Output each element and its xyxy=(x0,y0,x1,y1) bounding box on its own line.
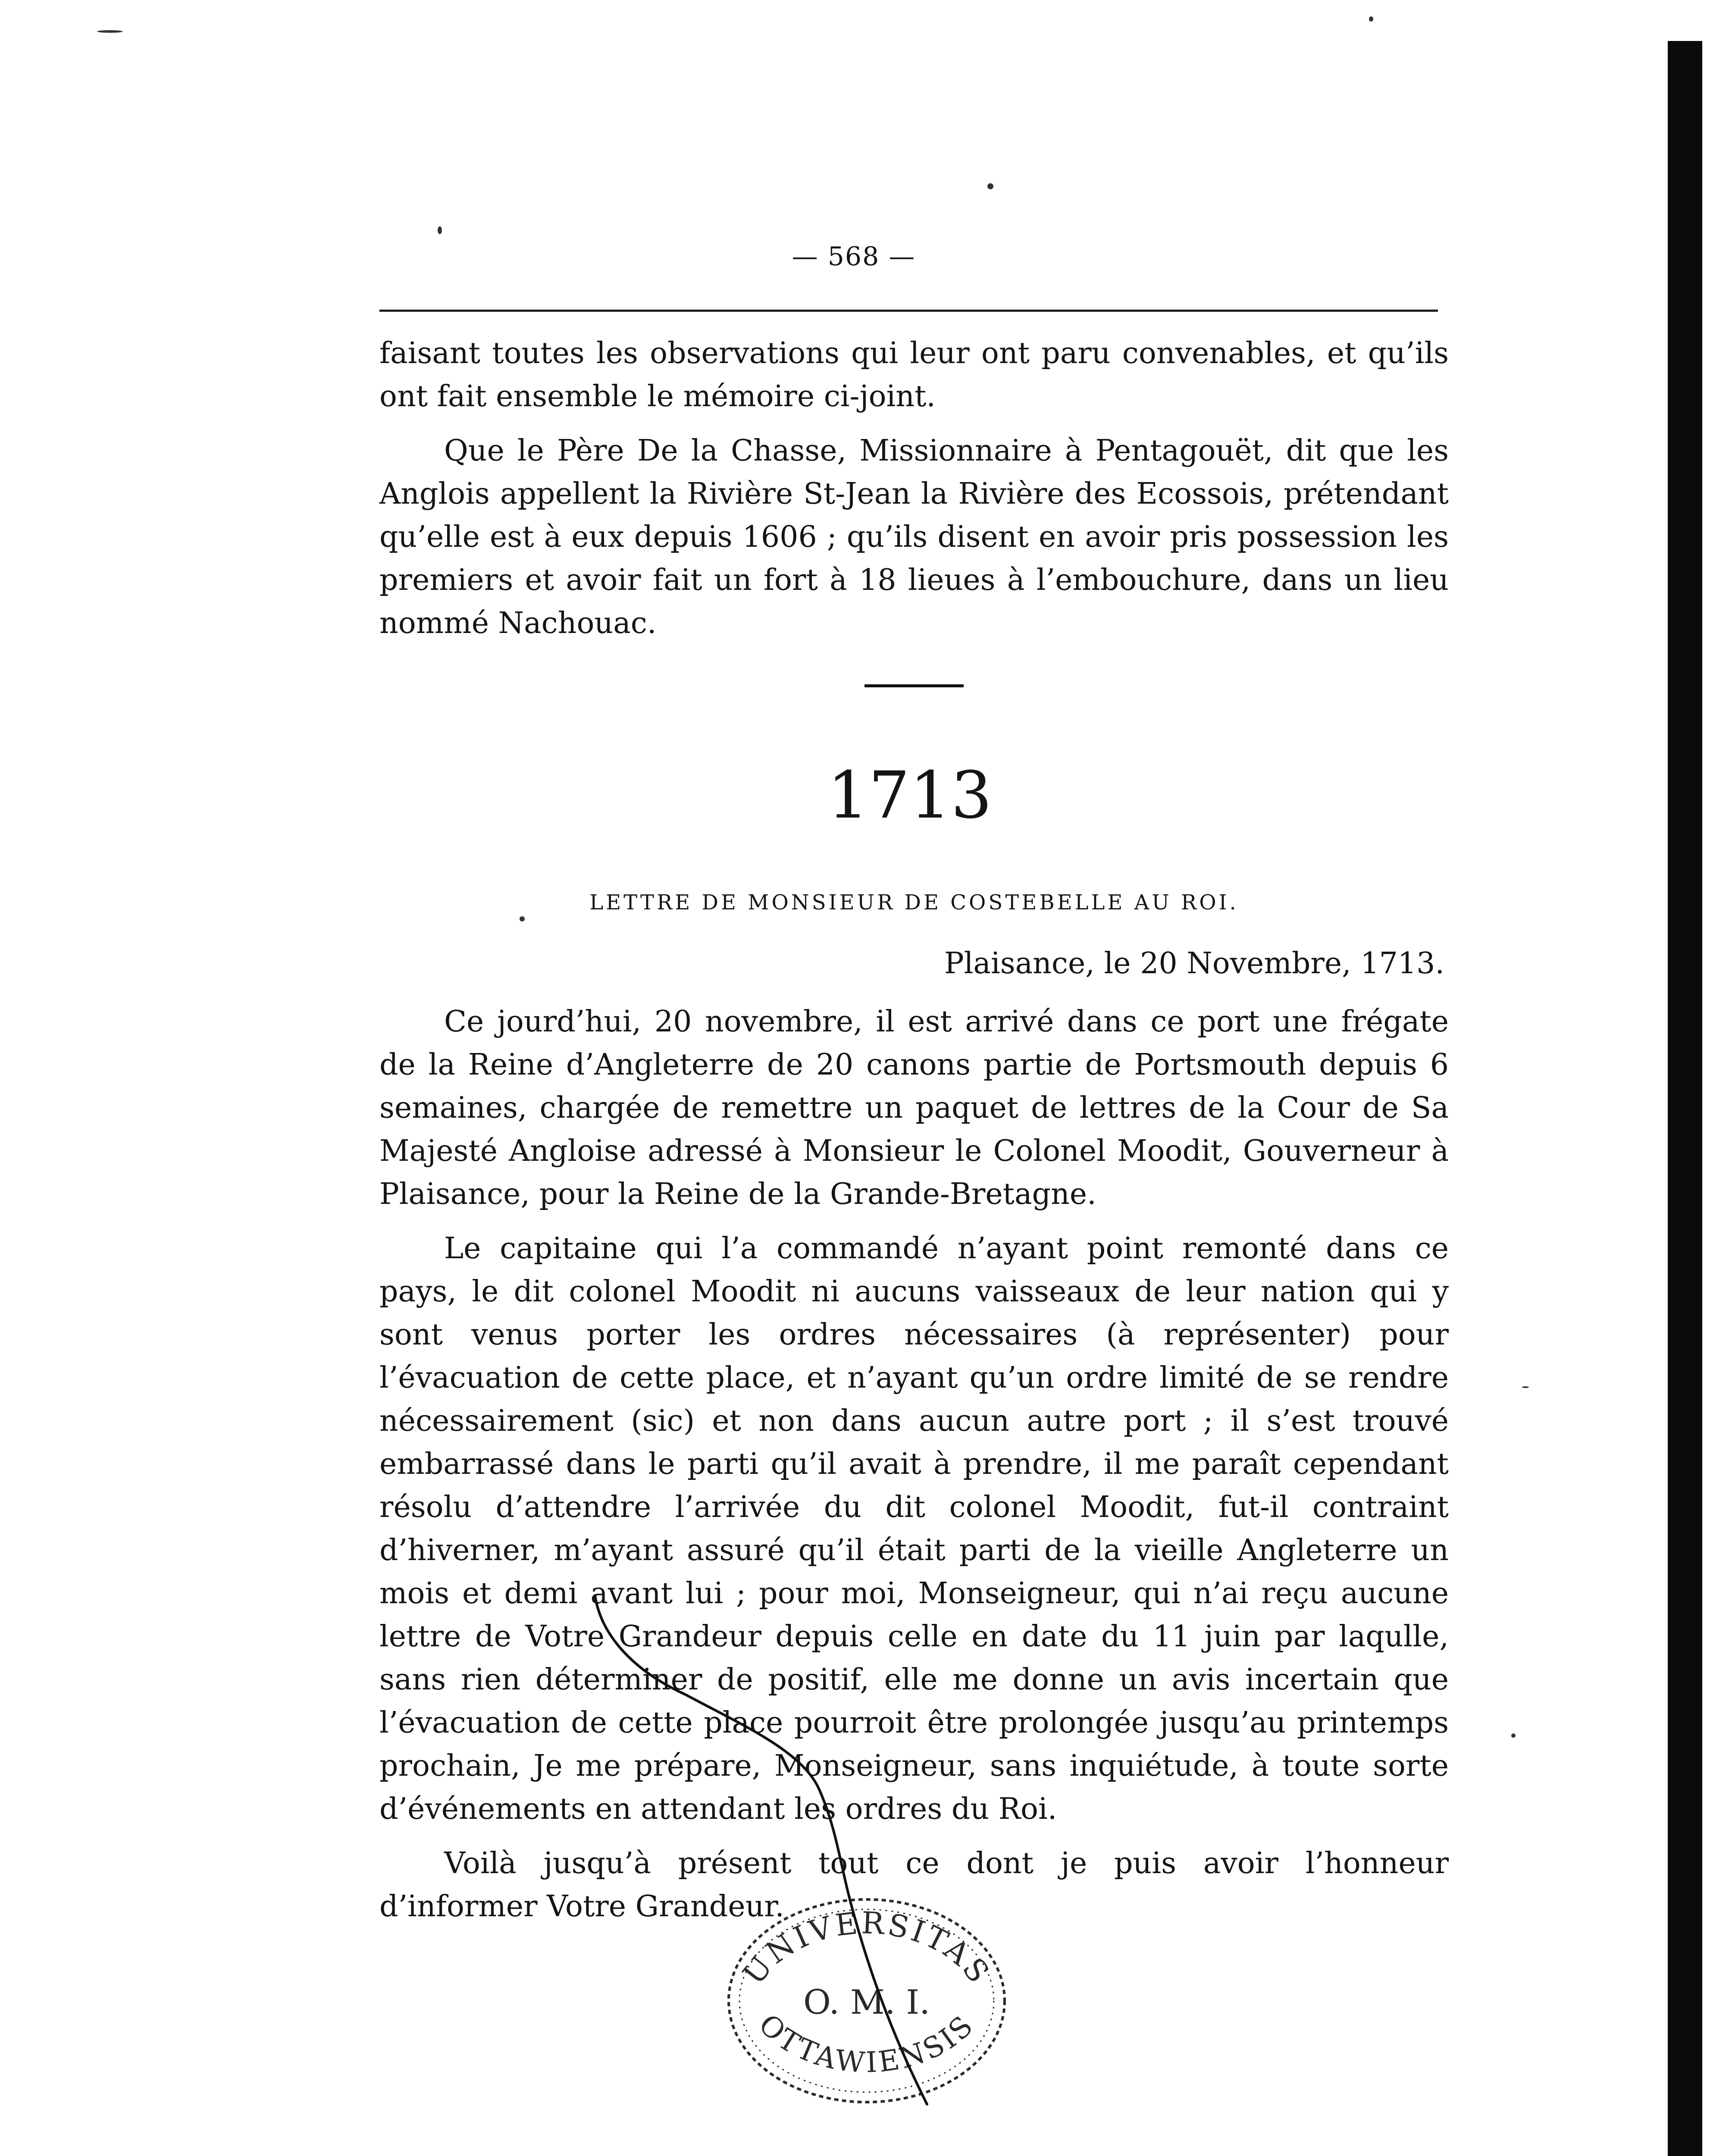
library-stamp xyxy=(716,1889,1018,2113)
scan-speck xyxy=(520,916,525,921)
scan-speck xyxy=(1369,16,1373,22)
continuation-paragraph-1: faisant toutes les observations qui leur ont paru convenables, et qu’ils ont fait ensemble le mémoire ci-joint. xyxy=(379,336,1449,414)
letter-title: LETTRE DE MONSIEUR DE COSTEBELLE AU ROI. xyxy=(589,890,1239,915)
scan-speck xyxy=(1522,1386,1529,1388)
scan-speck xyxy=(1511,1733,1516,1738)
scan-edge-bar xyxy=(1668,41,1702,2156)
letter-paragraph-1: Ce jourd’hui, 20 novembre, il est arrivé dans ce port une frégate de la Reine d’Angleterre de 20 canons partie de Portsmouth depuis 6 semaines, chargée de remettre un paquet de lettres de la Cour de Sa Majesté Angloise adressé à Monsieur le Colonel Moodit, Gouverneur à Plaisance, pour la Reine de la Grande-Bretagne. xyxy=(379,1005,1449,1211)
scan-speck xyxy=(438,226,442,234)
stamp-top-text: UNIVERSITAS xyxy=(736,1905,998,1992)
stamp-bottom-text: OTTAWIENSIS xyxy=(752,2007,981,2080)
scan-speck xyxy=(97,30,123,33)
scan-speck xyxy=(987,183,993,189)
letter-paragraph-3: Voilà jusqu’à présent tout ce dont je puis avoir l’honneur d’informer Votre Grandeur. xyxy=(379,1846,1449,1924)
letter-body xyxy=(379,1000,1449,1928)
continuation-text xyxy=(379,332,1449,645)
stamp-middle-text: O. M. I. xyxy=(803,1983,930,2022)
continuation-paragraph-2: Que le Père De la Chasse, Missionnaire à Pentagouët, dit que les Anglois appellent la Rivière St-Jean la Rivière des Ecossois, prétendant qu’elle est à eux depuis 1606 ; qu’ils disent en avoir pris possession les premiers et avoir fait un fort à 18 lieues à l’embouchure, dans un lieu nommé Nachouac. xyxy=(379,434,1449,640)
letter-dateline: Plaisance, le 20 Novembre, 1713. xyxy=(944,946,1444,981)
letter-paragraph-2: Le capitaine qui l’a commandé n’ayant point remonté dans ce pays, le dit colonel Moodit ni aucuns vaisseaux de leur nation qui y sont venus porter les ordres nécessaires (à représenter) pour l’évacuation de cette place, et n’ayant qu’un ordre limité de se rendre nécessairement (sic) et non dans aucun autre port ; il s’est trouvé embarrassé dans le parti qu’il avait à prendre, il me paraît cependant résolu d’attendre l’arrivée du dit colonel Moodit, fut-il contraint d’hiverner, m’ayant assuré qu’il était parti de la vieille Angleterre un mois et demi avant lui ; pour moi, Monseigneur, qui n’ai reçu aucune lettre de Votre Grandeur depuis celle en date du 11 juin par laqulle, sans rien déterminer de positif, elle me donne un avis incertain que l’évacuation de cette place pourroit être prolongée jusqu’au printemps prochain, Je me prépare, Monseigneur, sans inquiétude, à toute sorte d’événements en attendant les ordres du Roi. xyxy=(379,1232,1449,1826)
section-divider xyxy=(864,684,964,687)
section-year: 1713 xyxy=(827,758,992,833)
page-number: — 568 — xyxy=(792,241,916,272)
header-rule xyxy=(379,310,1438,312)
